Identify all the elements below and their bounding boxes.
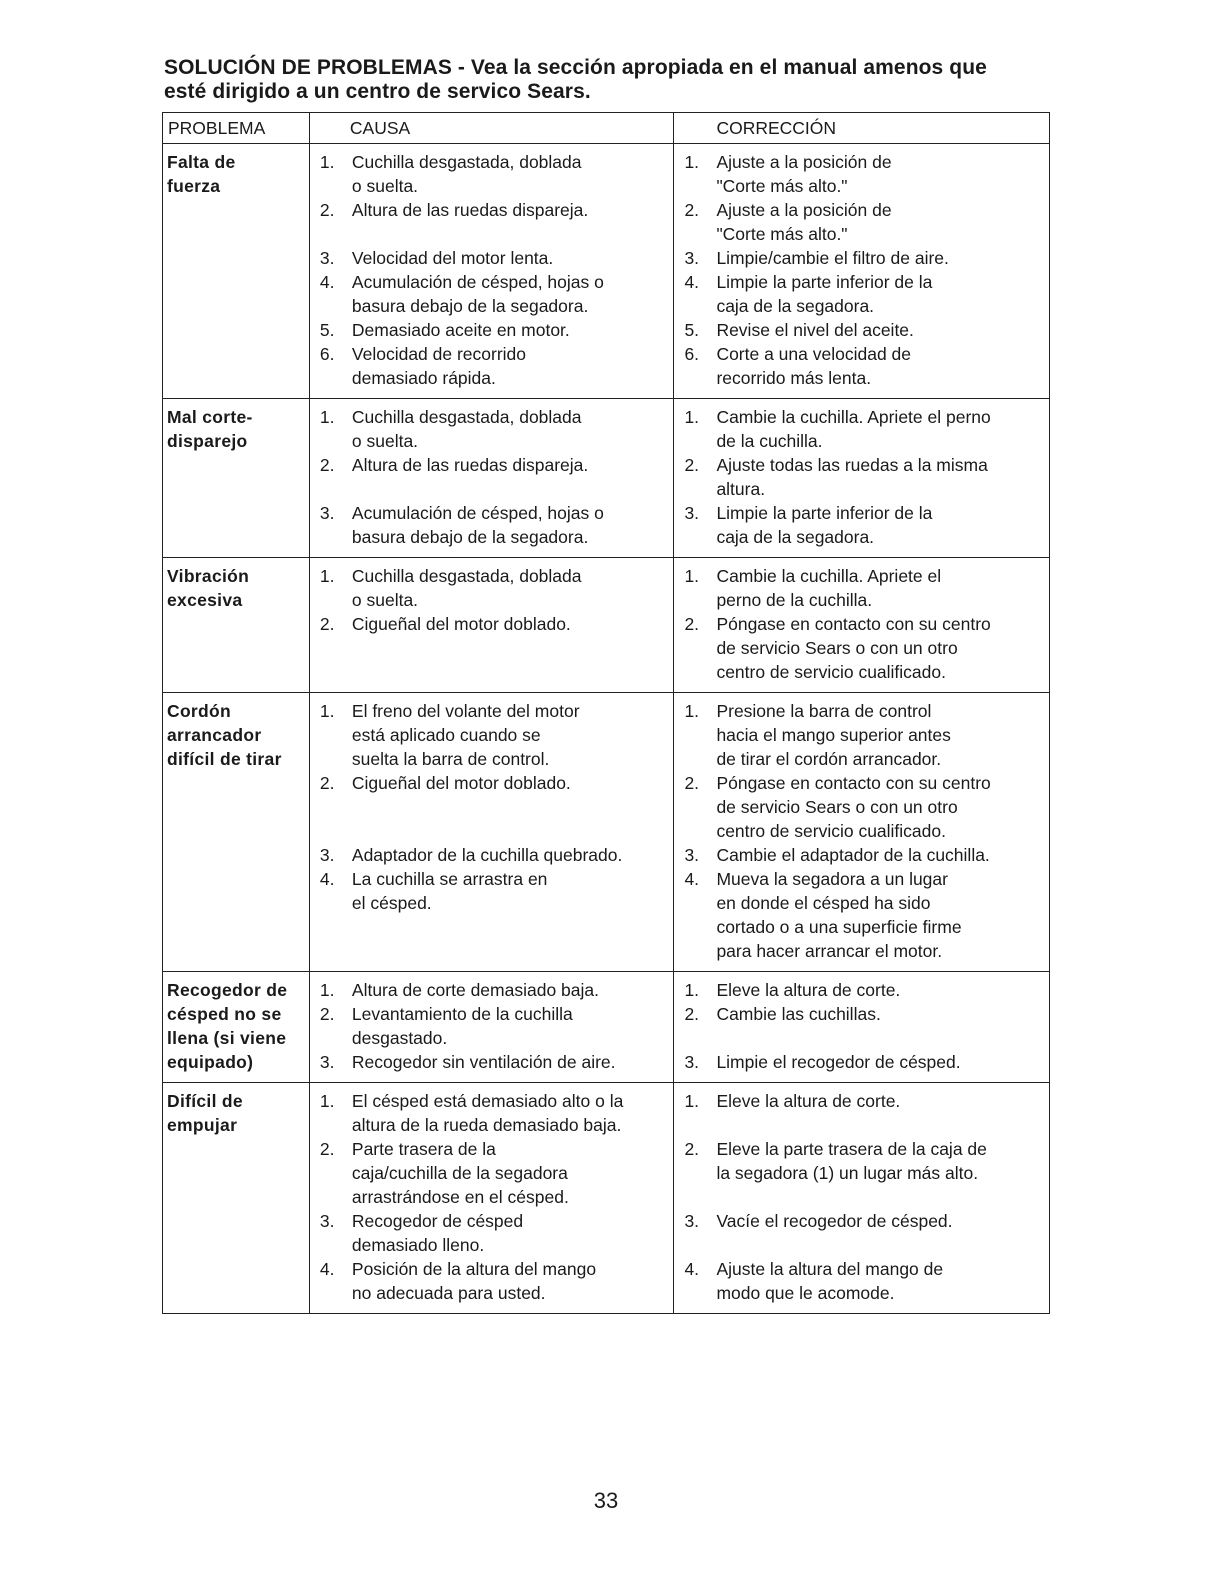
cause-line: basura debajo de la segadora. [351, 527, 589, 547]
cause-line: Cuchilla desgastada, doblada [351, 152, 582, 172]
cause-item [320, 564, 670, 612]
header-cause: CAUSA [309, 113, 674, 144]
cause-line: desgastado. [351, 1028, 448, 1048]
correction-text [716, 978, 1045, 1002]
cause-number: 2. [319, 1139, 335, 1159]
problem-cell [163, 399, 310, 558]
cause-line: Altura de las ruedas dispareja. [351, 200, 589, 220]
correction-line: centro de servicio cualificado. [716, 821, 946, 841]
problem-line: empujar [167, 1115, 238, 1135]
correction-item [684, 246, 1045, 270]
cause-cell [309, 399, 674, 558]
cause-item [320, 699, 670, 771]
correction-item [684, 405, 1045, 453]
correction-line: caja de la segadora. [716, 296, 875, 316]
correction-number: 4. [684, 1259, 700, 1279]
correction-number: 2. [684, 455, 700, 475]
cause-item [320, 978, 670, 1002]
cause-number: 4. [319, 272, 335, 292]
cause-number: 6. [319, 344, 335, 364]
cause-number: 1. [319, 407, 335, 427]
correction-line: Limpie la parte inferior de la [716, 272, 933, 292]
correction-text [716, 318, 1045, 342]
correction-line: Póngase en contacto con su centro [716, 614, 991, 634]
cause-item [320, 1257, 670, 1305]
correction-number: 5. [684, 320, 700, 340]
correction-line: Póngase en contacto con su centro [716, 773, 991, 793]
correction-number: 3. [684, 503, 700, 523]
cause-line: Posición de la altura del mango [351, 1259, 597, 1279]
correction-line: caja de la segadora. [716, 527, 875, 547]
cause-line: caja/cuchilla de la segadora [351, 1163, 568, 1183]
correction-line: en donde el césped ha sido [716, 893, 931, 913]
correction-number: 6. [684, 344, 700, 364]
cause-number: 3. [319, 503, 335, 523]
problem-cell [163, 558, 310, 693]
cause-number: 2. [319, 773, 335, 793]
correction-number: 1. [684, 701, 700, 721]
cause-line: Cuchilla desgastada, doblada [351, 407, 582, 427]
problem-line: Cordón [167, 701, 232, 721]
correction-text [716, 564, 1045, 612]
cause-line [352, 819, 670, 843]
cause-item [320, 771, 670, 843]
correction-number: 1. [684, 1091, 700, 1111]
page-number: 33 [593, 1488, 619, 1513]
correction-item [684, 1089, 1045, 1137]
cause-item [320, 1050, 670, 1074]
correction-line: Presione la barra de control [716, 701, 932, 721]
correction-line: de servicio Sears o con un otro [716, 797, 958, 817]
correction-line: "Corte más alto." [716, 176, 848, 196]
cause-line: demasiado lleno. [351, 1235, 485, 1255]
problem-cell [163, 1083, 310, 1314]
correction-item [684, 198, 1045, 246]
correction-text [716, 1257, 1045, 1305]
correction-item [684, 1257, 1045, 1305]
correction-text [716, 198, 1045, 246]
cause-text [352, 318, 670, 342]
correction-text [716, 612, 1045, 684]
cause-line: demasiado rápida. [351, 368, 496, 388]
correction-line: de tirar el cordón arrancador. [716, 749, 942, 769]
troubleshooting-table [162, 112, 1050, 1314]
cause-line: altura de la rueda demasiado baja. [351, 1115, 622, 1135]
header-problem: PROBLEMA [163, 113, 310, 144]
correction-text [716, 453, 1045, 501]
cause-text [352, 612, 670, 636]
cause-text [352, 405, 670, 453]
cause-text [352, 843, 670, 867]
cause-text [352, 453, 670, 501]
title-line-1: SOLUCIÓN DE PROBLEMAS - Vea la sección apropiada en el manual amenos que [164, 56, 987, 79]
correction-line: recorrido más lenta. [716, 368, 872, 388]
correction-line: de servicio Sears o con un otro [716, 638, 958, 658]
header-correction: CORRECCIÓN [674, 113, 1050, 144]
correction-number: 3. [684, 1052, 700, 1072]
correction-line: para hacer arrancar el motor. [716, 941, 943, 961]
cause-item [320, 1002, 670, 1050]
cause-item [320, 612, 670, 636]
cause-item [320, 501, 670, 549]
cause-number: 2. [319, 1004, 335, 1024]
table-row [163, 399, 1050, 558]
correction-number: 2. [684, 1004, 700, 1024]
correction-item [684, 1002, 1045, 1050]
correction-cell [674, 558, 1050, 693]
correction-text [716, 246, 1045, 270]
correction-text [716, 270, 1045, 318]
correction-text [716, 771, 1045, 843]
correction-item [684, 342, 1045, 390]
correction-line: Corte a una velocidad de [716, 344, 912, 364]
correction-text [716, 1209, 1045, 1257]
correction-line: la segadora (1) un lugar más alto. [716, 1163, 979, 1183]
correction-line: perno de la cuchilla. [716, 590, 873, 610]
correction-cell [674, 1083, 1050, 1314]
problem-line: Recogedor de [167, 980, 288, 1000]
problem-line: disparejo [167, 431, 248, 451]
correction-text [716, 867, 1045, 963]
problem-line: césped no se [167, 1004, 282, 1024]
cause-number: 4. [319, 869, 335, 889]
cause-number: 2. [319, 200, 335, 220]
correction-line: Eleve la altura de corte. [716, 980, 901, 1000]
cause-number: 1. [319, 701, 335, 721]
cause-item [320, 453, 670, 501]
cause-cell [309, 1083, 674, 1314]
cause-text [352, 978, 670, 1002]
cause-line: Adaptador de la cuchilla quebrado. [351, 845, 623, 865]
problem-line: Difícil de [167, 1091, 243, 1111]
cause-text [352, 150, 670, 198]
cause-line: Demasiado aceite en motor. [351, 320, 570, 340]
cause-text [352, 1002, 670, 1050]
correction-text [716, 501, 1045, 549]
problem-cell [163, 693, 310, 972]
correction-line: Vacíe el recogedor de césped. [716, 1211, 953, 1231]
cause-line: Parte trasera de la [351, 1139, 496, 1159]
correction-item [684, 150, 1045, 198]
cause-line: no adecuada para usted. [351, 1283, 546, 1303]
cause-text [352, 771, 670, 843]
table-row [163, 144, 1050, 399]
cause-text [352, 1050, 670, 1074]
problem-line: fuerza [167, 176, 221, 196]
cause-line: arrastrándose en el césped. [351, 1187, 569, 1207]
correction-number: 3. [684, 845, 700, 865]
correction-number: 3. [684, 1211, 700, 1231]
correction-item [684, 771, 1045, 843]
correction-line [716, 1233, 1045, 1257]
correction-number: 2. [684, 614, 700, 634]
correction-line: Limpie la parte inferior de la [716, 503, 933, 523]
correction-item [684, 318, 1045, 342]
correction-text [716, 1089, 1045, 1137]
cause-line: o suelta. [351, 176, 419, 196]
correction-line: cortado o a una superficie firme [716, 917, 962, 937]
cause-text [352, 699, 670, 771]
correction-line: Eleve la altura de corte. [716, 1091, 901, 1111]
correction-line: Revise el nivel del aceite. [716, 320, 914, 340]
cause-item [320, 1137, 670, 1209]
cause-line: basura debajo de la segadora. [351, 296, 589, 316]
correction-line: Cambie el adaptador de la cuchilla. [716, 845, 990, 865]
correction-number: 4. [684, 869, 700, 889]
cause-text [352, 1089, 670, 1137]
correction-item [684, 453, 1045, 501]
cause-line: el césped. [351, 893, 432, 913]
table-body [163, 144, 1050, 1314]
cause-line: Acumulación de césped, hojas o [351, 272, 604, 292]
cause-number: 2. [319, 455, 335, 475]
cause-number: 3. [319, 248, 335, 268]
cause-line: Cigueñal del motor doblado. [351, 614, 571, 634]
cause-line: suelta la barra de control. [351, 749, 550, 769]
correction-text [716, 699, 1045, 771]
correction-cell [674, 972, 1050, 1083]
cause-number: 1. [319, 152, 335, 172]
correction-line: hacia el mango superior antes [716, 725, 951, 745]
table-header-row [163, 113, 1050, 144]
correction-number: 1. [684, 980, 700, 1000]
correction-line: Ajuste a la posición de [716, 200, 892, 220]
cause-item [320, 1089, 670, 1137]
correction-line: Limpie/cambie el filtro de aire. [716, 248, 949, 268]
correction-cell [674, 144, 1050, 399]
correction-item [684, 867, 1045, 963]
correction-item [684, 501, 1045, 549]
cause-number: 2. [319, 614, 335, 634]
cause-text [352, 501, 670, 549]
cause-text [352, 198, 670, 246]
correction-item [684, 1050, 1045, 1074]
correction-line: Eleve la parte trasera de la caja de [716, 1139, 987, 1159]
correction-number: 1. [684, 407, 700, 427]
cause-cell [309, 693, 674, 972]
table-row [163, 693, 1050, 972]
correction-line [716, 1185, 1045, 1209]
correction-line: Mueva la segadora a un lugar [716, 869, 948, 889]
correction-text [716, 1002, 1045, 1050]
cause-number: 1. [319, 1091, 335, 1111]
table-row [163, 1083, 1050, 1314]
cause-number: 3. [319, 845, 335, 865]
cause-item [320, 150, 670, 198]
correction-line [716, 1026, 1045, 1050]
cause-number: 1. [319, 980, 335, 1000]
correction-cell [674, 399, 1050, 558]
correction-number: 2. [684, 1139, 700, 1159]
correction-line: Limpie el recogedor de césped. [716, 1052, 961, 1072]
cause-text [352, 342, 670, 390]
cause-line: La cuchilla se arrastra en [351, 869, 548, 889]
cause-line: Cigueñal del motor doblado. [351, 773, 571, 793]
problem-line: difícil de tirar [167, 749, 282, 769]
cause-cell [309, 972, 674, 1083]
correction-line: de la cuchilla. [716, 431, 823, 451]
problem-line: Mal corte- [167, 407, 253, 427]
correction-item [684, 564, 1045, 612]
cause-text [352, 867, 670, 915]
cause-number: 1. [319, 566, 335, 586]
correction-line [716, 1113, 1045, 1137]
cause-cell [309, 144, 674, 399]
cause-line: El césped está demasiado alto o la [351, 1091, 624, 1111]
cause-cell [309, 558, 674, 693]
correction-number: 2. [684, 773, 700, 793]
correction-text [716, 405, 1045, 453]
correction-item [684, 1137, 1045, 1209]
correction-item [684, 699, 1045, 771]
cause-text [352, 1209, 670, 1257]
correction-line: Cambie la cuchilla. Apriete el [716, 566, 942, 586]
correction-number: 1. [684, 566, 700, 586]
cause-line: Altura de las ruedas dispareja. [351, 455, 589, 475]
correction-number: 1. [684, 152, 700, 172]
cause-item [320, 198, 670, 246]
cause-line: Recogedor sin ventilación de aire. [351, 1052, 616, 1072]
problem-line: Vibración [167, 566, 250, 586]
cause-line: Acumulación de césped, hojas o [351, 503, 604, 523]
correction-line: Ajuste a la posición de [716, 152, 892, 172]
cause-number: 5. [319, 320, 335, 340]
cause-number: 3. [319, 1052, 335, 1072]
correction-line: Cambie las cuchillas. [716, 1004, 881, 1024]
correction-number: 4. [684, 272, 700, 292]
problem-line: Falta de [167, 152, 236, 172]
cause-line [352, 795, 670, 819]
cause-text [352, 246, 670, 270]
cause-item [320, 270, 670, 318]
correction-line: Ajuste todas las ruedas a la misma [716, 455, 988, 475]
cause-line: o suelta. [351, 431, 419, 451]
cause-line: Velocidad del motor lenta. [351, 248, 554, 268]
cause-number: 4. [319, 1259, 335, 1279]
cause-line [352, 222, 670, 246]
cause-item [320, 1209, 670, 1257]
correction-line: altura. [716, 479, 766, 499]
correction-cell [674, 693, 1050, 972]
problem-line: arrancador [167, 725, 262, 745]
cause-line: está aplicado cuando se [351, 725, 541, 745]
correction-line: modo que le acomode. [716, 1283, 895, 1303]
page-title [164, 56, 1064, 104]
cause-number: 3. [319, 1211, 335, 1231]
problem-cell [163, 972, 310, 1083]
title-line-2: esté dirigido a un centro de servico Sears. [164, 80, 591, 103]
cause-line: Recogedor de césped [351, 1211, 524, 1231]
cause-line: o suelta. [351, 590, 419, 610]
correction-line: Cambie la cuchilla. Apriete el perno [716, 407, 991, 427]
cause-text [352, 270, 670, 318]
correction-text [716, 1137, 1045, 1209]
problem-line: excesiva [167, 590, 243, 610]
correction-item [684, 270, 1045, 318]
cause-text [352, 1257, 670, 1305]
cause-line: Levantamiento de la cuchilla [351, 1004, 573, 1024]
cause-item [320, 867, 670, 915]
correction-line: centro de servicio cualificado. [716, 662, 946, 682]
correction-item [684, 978, 1045, 1002]
correction-text [716, 1050, 1045, 1074]
problem-cell [163, 144, 310, 399]
cause-line: Velocidad de recorrido [351, 344, 527, 364]
correction-line: Ajuste la altura del mango de [716, 1259, 944, 1279]
correction-text [716, 342, 1045, 390]
cause-text [352, 564, 670, 612]
correction-item [684, 612, 1045, 684]
correction-line: "Corte más alto." [716, 224, 848, 244]
problem-line: llena (si viene [167, 1028, 287, 1048]
cause-line: Altura de corte demasiado baja. [351, 980, 599, 1000]
cause-item [320, 318, 670, 342]
cause-text [352, 1137, 670, 1209]
correction-item [684, 1209, 1045, 1257]
correction-number: 2. [684, 200, 700, 220]
cause-item [320, 342, 670, 390]
cause-line: Cuchilla desgastada, doblada [351, 566, 582, 586]
correction-text [716, 150, 1045, 198]
problem-line: equipado) [167, 1052, 254, 1072]
cause-item [320, 246, 670, 270]
cause-item [320, 843, 670, 867]
correction-number: 3. [684, 248, 700, 268]
cause-item [320, 405, 670, 453]
table-row [163, 972, 1050, 1083]
correction-item [684, 843, 1045, 867]
cause-line: El freno del volante del motor [351, 701, 580, 721]
table-row [163, 558, 1050, 693]
correction-text [716, 843, 1045, 867]
cause-line [352, 477, 670, 501]
